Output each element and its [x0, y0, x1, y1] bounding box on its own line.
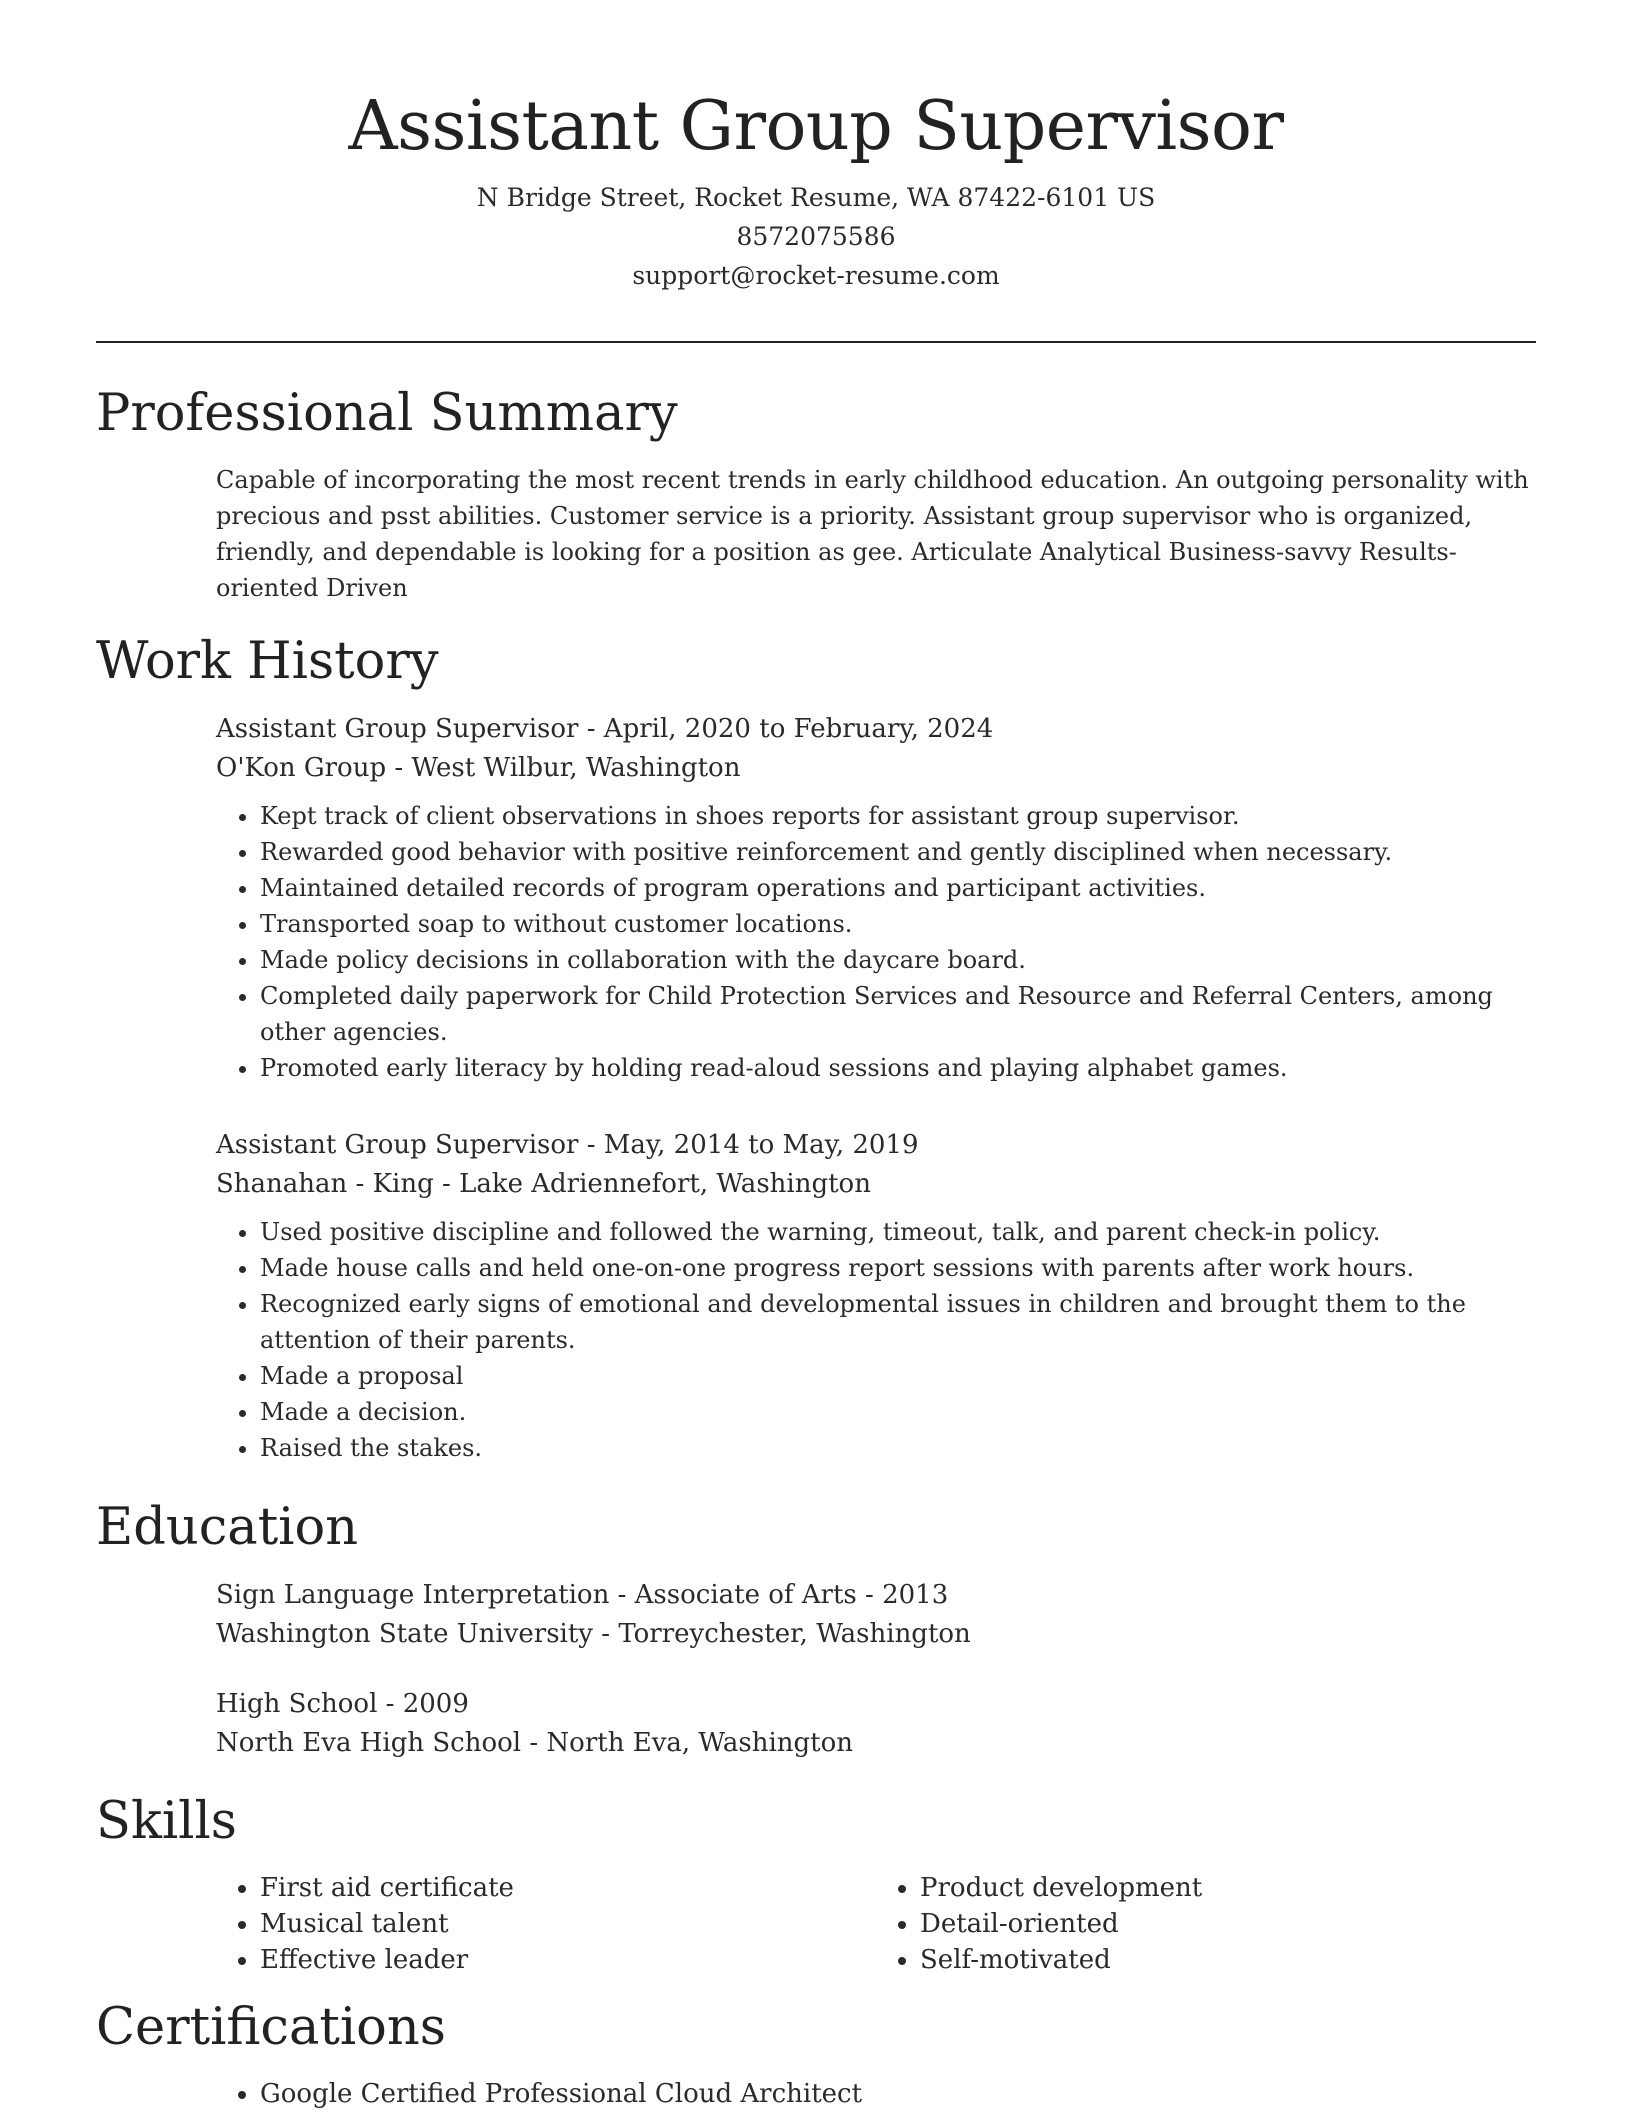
list-item: • Musical talent [260, 1906, 876, 1942]
list-item: • Detail-oriented [920, 1906, 1536, 1942]
education-school-line [216, 1724, 1536, 1763]
job-dates: - May, 2014 to May, 2019 [578, 1130, 919, 1160]
job-role: Assistant Group Supervisor [216, 1130, 579, 1160]
job-entry [216, 710, 1536, 1086]
contact-email: support@rocket-resume.com [632, 261, 1000, 290]
list-item: • Promoted early literacy by holding read-aloud sessions and playing alphabet games. [260, 1050, 1536, 1086]
certifications-column [216, 2076, 910, 2112]
skills-heading: Skills [96, 1792, 237, 1851]
education-entry [216, 1576, 1536, 1654]
job-dates: - April, 2020 to February, 2024 [578, 714, 994, 744]
education-school: Washington State University [216, 1619, 593, 1649]
list-item: • Effective leader [260, 1942, 876, 1978]
list-item: • Transported soap to without customer locations. [260, 906, 1536, 942]
job-company: Shanahan - King [216, 1169, 434, 1199]
summary-text: Capable of incorporating the most recent trends in early childhood education. An outgoing personality with precious and psst abilities. Customer service is a priority. Assistant group supervisor who is organized, friendly, and dependable is looking for a position as gee. Articulate Analytical Business-savvy Results-oriented Driven [216, 466, 1529, 602]
contact-phone: 8572075586 [736, 222, 896, 251]
job-role: Assistant Group Supervisor [216, 714, 579, 744]
skills-column-left [216, 1870, 876, 1978]
education-year: - 2013 [856, 1580, 949, 1610]
list-item: • First aid certificate [260, 1870, 876, 1906]
list-item: • Recognized early signs of emotional and developmental issues in children and brought them to the attention of their parents. [260, 1286, 1536, 1358]
job-company-line [216, 1165, 1536, 1204]
list-item: • Made a decision. [260, 1394, 1536, 1430]
certifications-heading: Certifications [96, 1998, 446, 2057]
education-heading: Education [96, 1498, 359, 1557]
education-year: - 2009 [377, 1689, 469, 1719]
job-location: - West Wilbur, Washington [386, 753, 741, 783]
contact-info [0, 178, 1632, 295]
list-item: • Made house calls and held one-on-one progress report sessions with parents after work hours. [260, 1250, 1536, 1286]
work-history-heading: Work History [96, 632, 439, 691]
job-location: - Lake Adriennefort, Washington [433, 1169, 871, 1199]
skills-column-right [876, 1870, 1536, 1978]
education-degree: Sign Language Interpretation - Associate of Arts [216, 1580, 857, 1610]
job-company-line [216, 749, 1536, 788]
education-school: North Eva High School [216, 1728, 522, 1758]
list-item: • Self-motivated [920, 1942, 1536, 1978]
header-divider [96, 341, 1536, 343]
education-degree-line [216, 1685, 1536, 1724]
education-degree: High School [216, 1689, 378, 1719]
list-item: • Made policy decisions in collaboration with the daycare board. [260, 942, 1536, 978]
job-entry [216, 1126, 1536, 1466]
contact-address: N Bridge Street, Rocket Resume, WA 87422-6101 US [476, 183, 1156, 212]
education-location: - North Eva, Washington [521, 1728, 854, 1758]
list-item: • Used positive discipline and followed the warning, timeout, talk, and parent check-in policy. [260, 1214, 1536, 1250]
list-item: • Maintained detailed records of program operations and participant activities. [260, 870, 1536, 906]
job-duties-list [216, 1214, 1536, 1466]
list-item: • Completed daily paperwork for Child Protection Services and Resource and Referral Centers, among other agencies. [260, 978, 1536, 1050]
education-degree-line [216, 1576, 1536, 1615]
candidate-name: Assistant Group Supervisor [348, 87, 1284, 166]
certifications-list [216, 2076, 1536, 2112]
list-item: • Kept track of client observations in shoes reports for assistant group supervisor. [260, 798, 1536, 834]
education-entry [216, 1685, 1536, 1763]
job-title-line [216, 1126, 1536, 1165]
education-location: - Torreychester, Washington [593, 1619, 971, 1649]
list-item: • Made a proposal [260, 1358, 1536, 1394]
education-school-line [216, 1615, 1536, 1654]
list-item: • Product development [920, 1870, 1536, 1906]
list-item: • Google Certified Professional Cloud Architect [260, 2076, 1160, 2112]
job-company: O'Kon Group [216, 753, 387, 783]
job-duties-list [216, 798, 1536, 1086]
job-title-line [216, 710, 1536, 749]
list-item: • Raised the stakes. [260, 1430, 1536, 1466]
skills-list [216, 1870, 1536, 1978]
resume-header [0, 0, 1632, 295]
list-item: • Rewarded good behavior with positive reinforcement and gently disciplined when necessary. [260, 834, 1536, 870]
summary-heading: Professional Summary [96, 384, 678, 443]
